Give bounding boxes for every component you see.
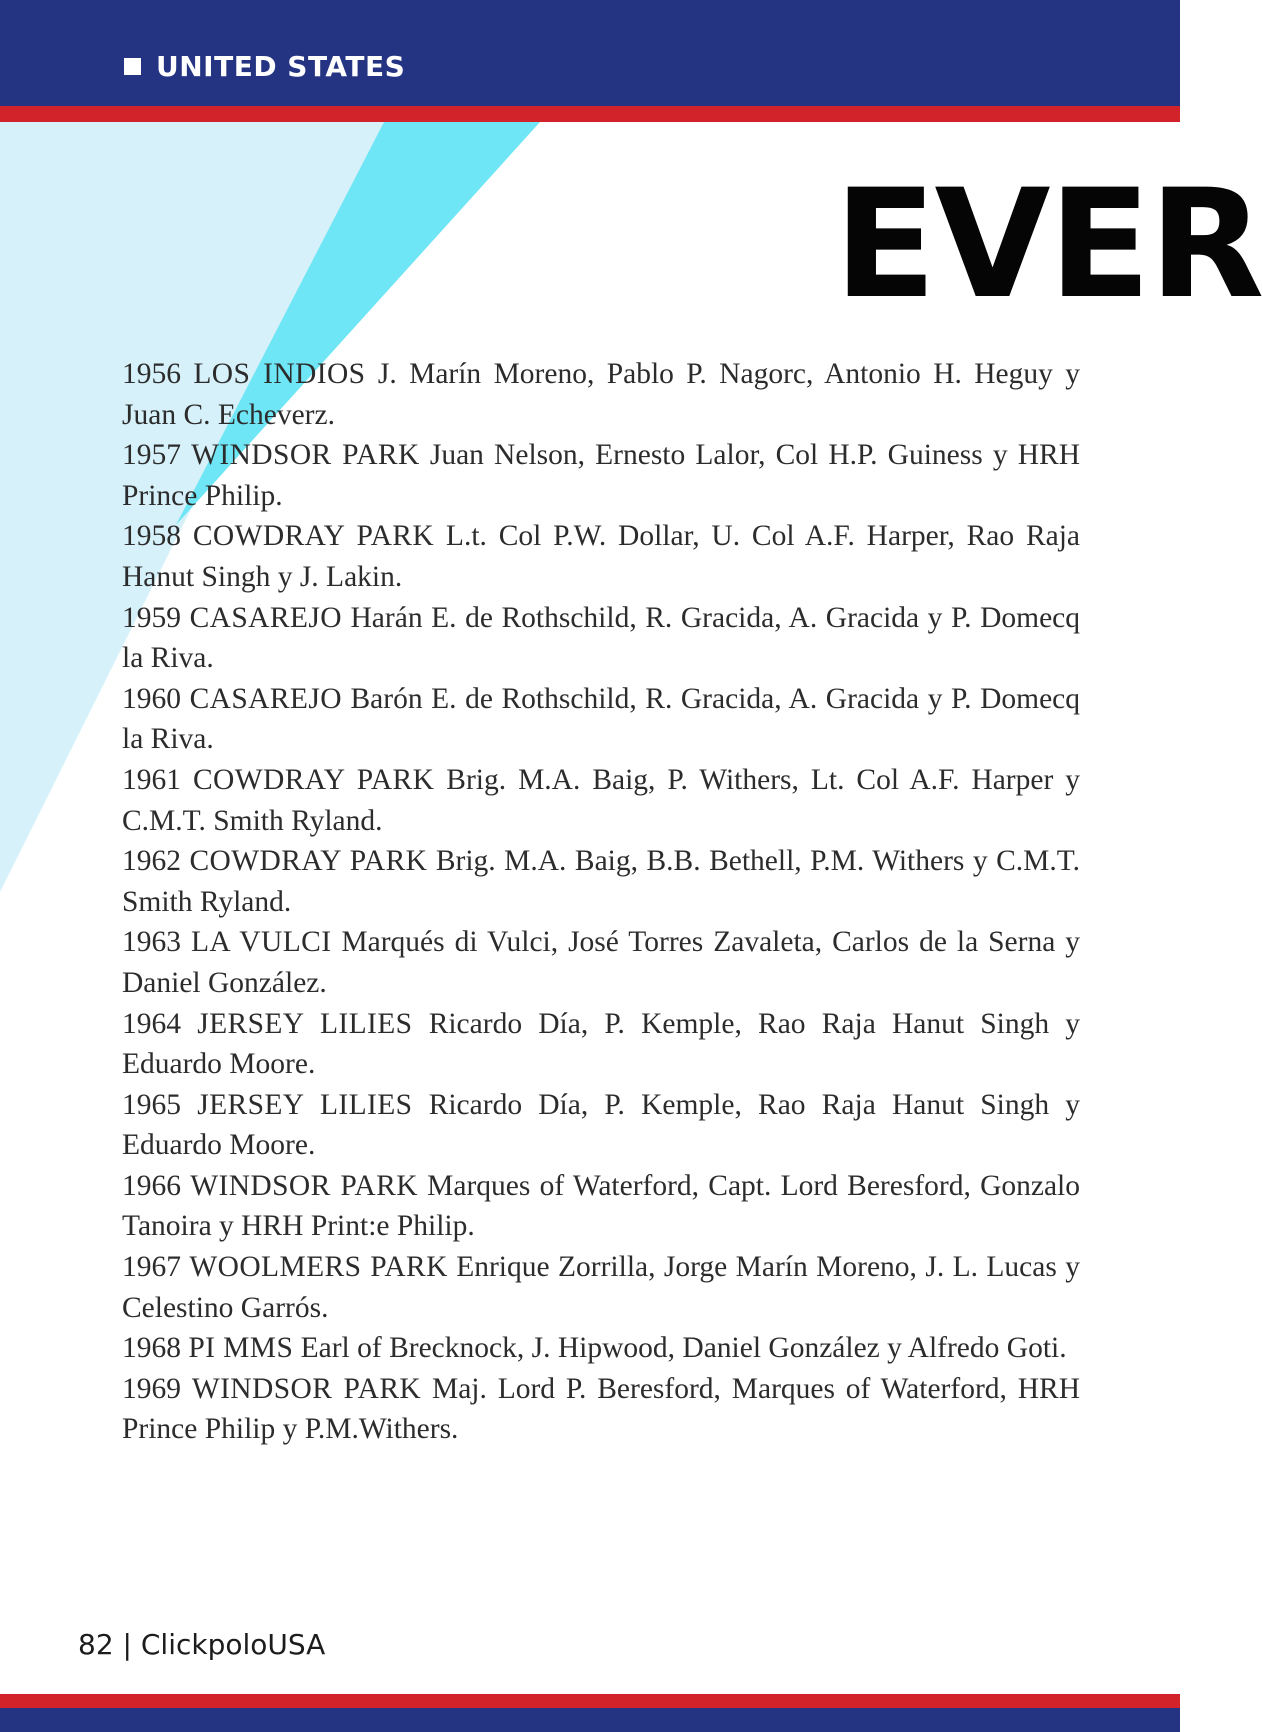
list-item: 1969 WINDSOR PARK Maj. Lord P. Beresford, Marques of Waterford, HRH Prince Philip y P.M.Withers. — [122, 1372, 1081, 1446]
list-item: 1968 PI MMS Earl of Brecknock, J. Hipwood, Daniel González y Alfredo Goti. — [122, 1332, 1067, 1365]
list-item: 1965 JERSEY LILIES Ricardo Día, P. Kemple, Rao Raja Hanut Singh y Eduardo Moore. — [122, 1088, 1081, 1162]
list-item: 1964 JERSEY LILIES Ricardo Día, P. Kemple, Rao Raja Hanut Singh y Eduardo Moore. — [122, 1007, 1081, 1081]
list-item: 1957 WINDSOR PARK Juan Nelson, Ernesto Lalor, Col H.P. Guiness y HRH Prince Philip. — [122, 439, 1081, 512]
winners-list — [122, 354, 1080, 1450]
list-item: 1958 COWDRAY PARK L.t. Col P.W. Dollar, U. Col A.F. Harper, Rao Raja Hanut Singh y J. Lakin. — [122, 520, 1081, 593]
list-item: 1956 LOS INDIOS J. Marín Moreno, Pablo P. Nagorc, Antonio H. Heguy y Juan C. Echeverz. — [122, 358, 1081, 431]
list-item: 1966 WINDSOR PARK Marques of Waterford, Capt. Lord Beresford, Gonzalo Tanoira y HRH Print:e Philip. — [122, 1169, 1081, 1243]
footer-bar — [0, 1708, 1180, 1732]
list-item: 1963 LA VULCI Marqués di Vulci, José Torres Zavaleta, Carlos de la Serna y Daniel González. — [122, 926, 1081, 999]
list-item: 1960 CASAREJO Barón E. de Rothschild, R. Gracida, A. Gracida y P. Domecq la Riva. — [122, 682, 1081, 756]
list-item: 1962 COWDRAY PARK Brig. M.A. Baig, B.B. Bethell, P.M. Withers y C.M.T. Smith Ryland. — [122, 845, 1080, 918]
square-bullet-icon — [124, 58, 141, 75]
section-title: UNITED STATES — [156, 50, 406, 83]
page-footer: 82 | ClickpoloUSA — [78, 1628, 326, 1661]
page-title: EVER — [834, 158, 1263, 332]
list-item: 1967 WOOLMERS PARK Enrique Zorrilla, Jorge Marín Moreno, J. L. Lucas y Celestino Garrós. — [122, 1251, 1080, 1324]
header-red-stripe — [0, 106, 1180, 122]
section-label — [124, 50, 405, 83]
list-item: 1961 COWDRAY PARK Brig. M.A. Baig, P. Withers, Lt. Col A.F. Harper y C.M.T. Smith Ryland. — [122, 763, 1081, 837]
footer-red-stripe — [0, 1694, 1180, 1708]
list-item: 1959 CASAREJO Harán E. de Rothschild, R. Gracida, A. Gracida y P. Domecq la Riva. — [122, 601, 1080, 675]
